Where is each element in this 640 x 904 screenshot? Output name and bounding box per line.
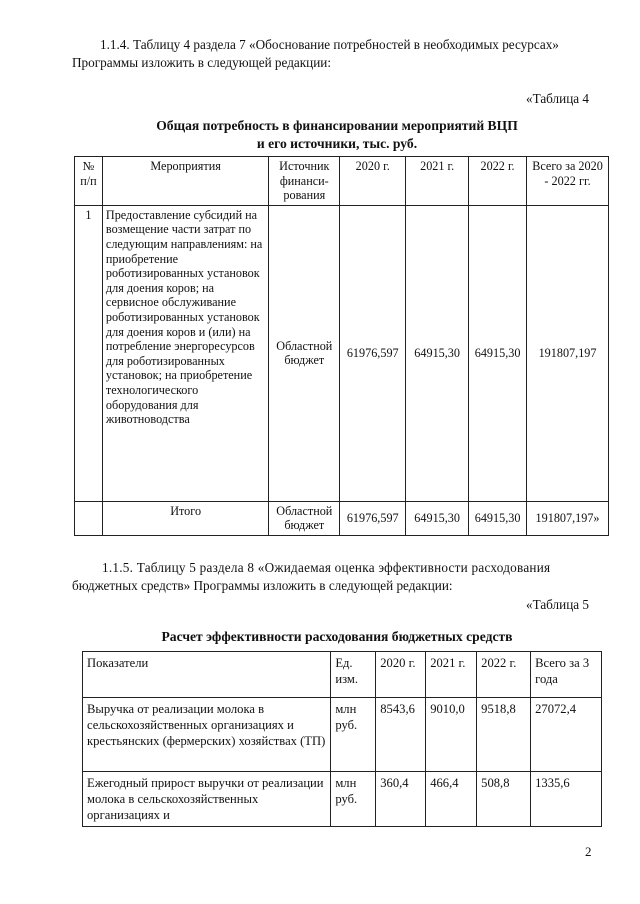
cell-2021: 64915,30 (406, 205, 469, 501)
table-4-label: «Таблица 4 (526, 91, 589, 106)
header-indicator: Показатели (83, 652, 331, 698)
table-title-line: и его источники, тыс. руб. (256, 136, 418, 151)
table-row (75, 205, 609, 501)
table-5-title: Расчет эффективности расходования бюджетных средств (161, 629, 513, 644)
cell-2022: 64915,30 (469, 501, 527, 535)
table-header-row (83, 652, 602, 698)
header-unit: Ед. изм. (331, 652, 376, 698)
cell-total: 191807,197 (527, 205, 609, 501)
header-2022: 2022 г. (477, 652, 531, 698)
efficiency-table (82, 651, 602, 827)
cell-2020: 61976,597 (340, 205, 406, 501)
cell-2022: 64915,30 (469, 205, 527, 501)
header-event: Мероприятия (102, 157, 268, 206)
header-num: № п/п (75, 157, 103, 206)
cell-2020: 360,4 (376, 772, 426, 827)
cell-2021: 9010,0 (426, 698, 477, 772)
cell-2022: 9518,8 (477, 698, 531, 772)
paragraph-1-1-5 (72, 559, 598, 595)
table-row (83, 772, 602, 827)
paragraph-line: Программы изложить в следующей редакции: (72, 55, 332, 70)
table-header-row (75, 157, 609, 206)
cell-2021: 466,4 (426, 772, 477, 827)
cell-total: 1335,6 (531, 772, 602, 827)
header-total: Всего за 2020 - 2022 гг. (527, 157, 609, 206)
paragraph-line: 1.1.5. Таблицу 5 раздела 8 «Ожидаемая оценка эффективности расходования (102, 560, 551, 575)
cell-2021: 64915,30 (406, 501, 469, 535)
cell-unit: млн руб. (331, 698, 376, 772)
table-title-line: Общая потребность в финансировании мероприятий ВЦП (156, 118, 518, 133)
cell-event: Предоставление субсидий на возмещение части затрат по следующим направлениям: на приобретение роботизированных установок для доения коров; на сервисное обслуживание роботизированных установок для доения коров и (или) на потребление энергоресурсов для роботизированных установок; на приобретение технологического оборудования для животноводства (102, 205, 268, 501)
table-row (83, 698, 602, 772)
cell-2020: 8543,6 (376, 698, 426, 772)
table-4-title (72, 117, 602, 153)
header-total: Всего за 3 года (531, 652, 602, 698)
cell-indicator: Выручка от реализации молока в сельскохозяйственных организациях и крестьянских (фермерских) хозяйствах (ТП) (83, 698, 331, 772)
table-row-total (75, 501, 609, 535)
paragraph-line: бюджетных средств» Программы изложить в следующей редакции: (72, 578, 453, 593)
header-2022: 2022 г. (469, 157, 527, 206)
cell-num (75, 501, 103, 535)
cell-source: Областной бюджет (269, 205, 340, 501)
header-2021: 2021 г. (406, 157, 469, 206)
table-5-label: «Таблица 5 (526, 597, 589, 612)
header-2020: 2020 г. (376, 652, 426, 698)
financing-table (74, 156, 609, 536)
cell-total: 27072,4 (531, 698, 602, 772)
cell-total: 191807,197» (527, 501, 609, 535)
cell-2020: 61976,597 (340, 501, 406, 535)
page-number: 2 (585, 844, 592, 859)
cell-source: Областной бюджет (269, 501, 340, 535)
cell-indicator: Ежегодный прирост выручки от реализации молока в сельскохозяйственных организациях и (83, 772, 331, 827)
cell-2022: 508,8 (477, 772, 531, 827)
header-source: Источник финанси-рования (269, 157, 340, 206)
paragraph-1-1-4 (72, 36, 602, 72)
header-2020: 2020 г. (340, 157, 406, 206)
header-2021: 2021 г. (426, 652, 477, 698)
cell-event: Итого (102, 501, 268, 535)
cell-unit: млн руб. (331, 772, 376, 827)
paragraph-line: 1.1.4. Таблицу 4 раздела 7 «Обоснование потребностей в необходимых ресурсах» (100, 37, 559, 52)
cell-num: 1 (75, 205, 103, 501)
